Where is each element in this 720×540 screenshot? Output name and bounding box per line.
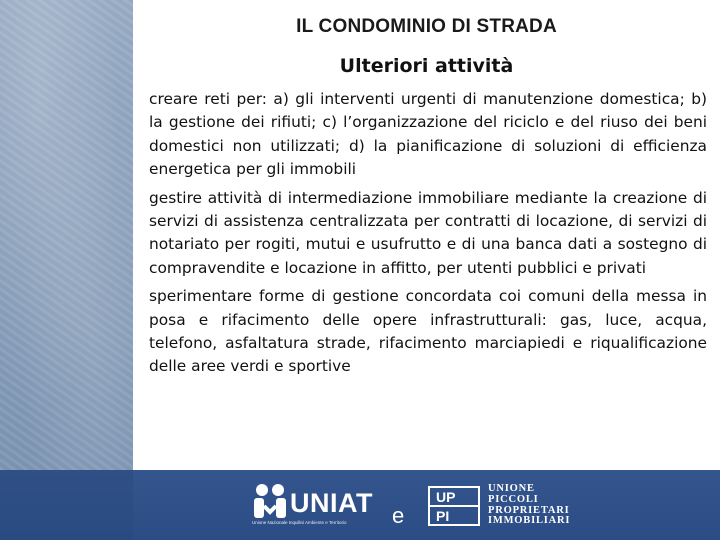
upp-name-line-2: PICCOLI [488,493,539,505]
footer-strip [0,470,133,540]
upp-logo-mark-icon [428,486,480,526]
upp-name-line-4: IMMOBILIARI [488,515,571,527]
section-subtitle: Ulteriori attività [339,55,514,77]
upp-full-name [488,484,608,527]
upp-name-line-1: UNIONE [488,483,535,494]
activity-list [149,88,707,384]
activity-paragraph-3: sperimentare forme di gestione concordata coi comuni della messa in posa e rifacimento delle opere infrastrutturali: gas, luce, acqua, telefono, asfaltatura strade, rifacimento marciapiedi e riqualificazione delle aree verdi e sportive [149,287,707,376]
decorative-sidebar [0,0,133,470]
upp-name-line-3: PROPRIETARI [488,504,570,516]
footer-band [133,470,720,540]
conjunction-text: e [392,503,405,528]
uniat-wordmark: UNIAT [290,488,373,518]
activity-paragraph-1: creare reti per: a) gli interventi urgenti di manutenzione domestica; b) la gestione dei rifiuti; c) l’organizzazione del riciclo e del riuso dei beni domestici non utilizzati; d) la pianificazione di soluzioni di efficienza energetica per gli immobili [149,90,707,179]
upp-mark-top: UP [436,489,456,505]
upp-mark-bottom: PI [436,508,450,524]
activity-paragraph-2: gestire attività di intermediazione immobiliare mediante la creazione di servizi di assistenza centralizzata per contratti di locazione, di servizi di notariato per rogiti, mutui e usufrutto e di una banca dati a sostegno di compravendite e locazione in affitto, per utenti pubblici e privati [149,188,707,277]
uniat-tagline: Unione Nazionale Inquilini Ambiente e Territorio [252,520,347,525]
page-title: IL CONDOMINIO DI STRADA [296,16,557,37]
